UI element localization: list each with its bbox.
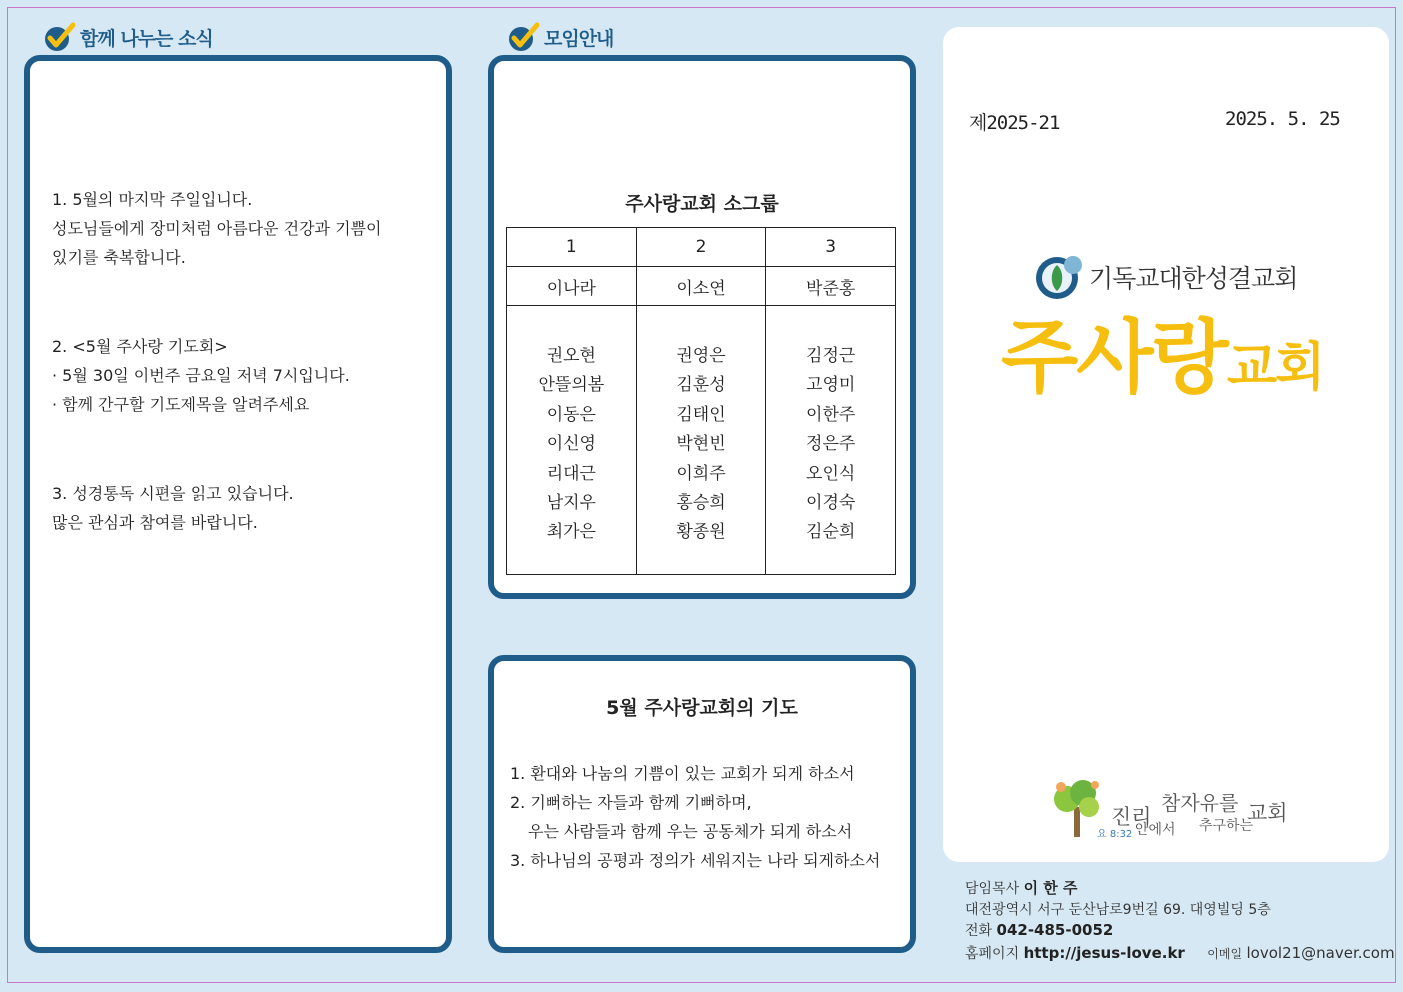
denomination-name: 기독교대한성결교회 xyxy=(1089,264,1298,293)
news-item-1 xyxy=(52,185,381,272)
member: 남지우 xyxy=(546,493,596,514)
group-number: 2 xyxy=(636,228,766,267)
prayer-line: 1. 환대와 나눔의 기쁨이 있는 교회가 되게 하소서 xyxy=(510,764,855,783)
group-number: 3 xyxy=(766,228,896,267)
member: 리대근 xyxy=(546,463,596,484)
motto-word: 참자유를 xyxy=(1161,791,1239,815)
news-line: · 5월 30일 이번주 금요일 저녁 7시입니다. xyxy=(52,366,350,385)
member: 김훈성 xyxy=(676,375,726,396)
prayer-panel xyxy=(488,655,916,953)
member: 이동은 xyxy=(546,404,596,425)
meeting-section-header xyxy=(506,22,613,52)
issue-number: 제2025-21 xyxy=(969,112,1060,134)
member: 이한주 xyxy=(806,404,856,425)
member: 박현빈 xyxy=(676,434,726,455)
group-members-1 xyxy=(507,306,637,575)
member: 이경숙 xyxy=(806,493,856,514)
address: 대전광역시 서구 둔산남로9번길 69. 대영빌딩 5층 xyxy=(965,902,1271,918)
member: 김정근 xyxy=(806,346,856,366)
motto xyxy=(1051,783,1311,843)
member: 오인식 xyxy=(806,463,856,484)
news-item-2 xyxy=(52,332,350,419)
small-group-title: 주사랑교회 소그룹 xyxy=(625,193,779,215)
member: 권영은 xyxy=(676,346,726,366)
news-line: 2. <5월 주사랑 기도회> xyxy=(52,337,228,356)
group-leader: 이나라 xyxy=(507,267,637,306)
pastor-label: 담임목사 xyxy=(965,881,1020,897)
member: 이신영 xyxy=(546,434,596,455)
contact-line xyxy=(965,943,1395,963)
member: 고영미 xyxy=(806,375,856,396)
group-number: 1 xyxy=(507,228,637,267)
phone-number: 042-485-0052 xyxy=(996,921,1114,939)
church-name-main: 주사랑 xyxy=(1001,311,1227,404)
news-line: 많은 관심과 참여를 바랍니다. xyxy=(52,513,258,532)
church-name-suffix: 교회 xyxy=(1226,338,1324,398)
member: 정은주 xyxy=(806,434,856,455)
member: 이희주 xyxy=(676,463,726,484)
news-line: · 함께 간구할 기도제목을 알려주세요 xyxy=(52,395,310,414)
email-label: 이메일 xyxy=(1207,947,1243,961)
checkmark-icon xyxy=(42,22,76,52)
group-members-row xyxy=(507,306,896,575)
group-members-2 xyxy=(636,306,766,575)
member: 황종원 xyxy=(676,522,726,543)
motto-word: 안에서 xyxy=(1135,822,1176,838)
prayer-list xyxy=(510,759,880,875)
motto-reference: 요 8:32 xyxy=(1097,829,1133,840)
member: 김태인 xyxy=(676,404,726,425)
news-section-title: 함께 나누는 소식 xyxy=(80,27,213,50)
phone-label: 전화 xyxy=(965,923,993,939)
group-leader: 박준홍 xyxy=(766,267,896,306)
checkmark-icon xyxy=(506,22,540,52)
prayer-title: 5월 주사랑교회의 기도 xyxy=(606,697,798,719)
prayer-line: 3. 하나님의 공평과 정의가 세워지는 나라 되게하소서 xyxy=(510,851,881,870)
group-number-row xyxy=(507,228,896,267)
member: 최가은 xyxy=(546,522,596,543)
group-leader: 이소연 xyxy=(636,267,766,306)
member: 김순희 xyxy=(806,522,856,543)
pastor-line xyxy=(965,877,1077,898)
motto-word: 교회 xyxy=(1247,801,1288,825)
group-leader-row xyxy=(507,267,896,306)
news-section-header xyxy=(42,22,213,52)
news-line: 1. 5월의 마지막 주일입니다. xyxy=(52,190,253,209)
member: 안뜰의봄 xyxy=(538,375,605,396)
news-panel xyxy=(24,55,452,953)
news-item-3 xyxy=(52,479,294,537)
small-group-table xyxy=(506,227,896,575)
prayer-line: 우는 사람들과 함께 우는 공동체가 되게 하소서 xyxy=(528,822,853,841)
member: 홍승희 xyxy=(676,493,726,514)
pastor-name: 이 한 주 xyxy=(1023,879,1078,897)
issue-date: 2025. 5. 25 xyxy=(1225,108,1340,130)
homepage-label: 홈페이지 xyxy=(965,946,1020,962)
small-group-panel xyxy=(488,55,916,599)
phone-line xyxy=(965,920,1113,940)
cover-panel xyxy=(943,27,1389,862)
email-link[interactable]: lovol21@naver.com xyxy=(1246,944,1395,962)
member: 권오현 xyxy=(546,346,596,366)
meeting-section-title: 모임안내 xyxy=(544,27,614,50)
motto-word: 추구하는 xyxy=(1199,818,1254,834)
prayer-line: 2. 기뻐하는 자들과 함께 기뻐하며, xyxy=(510,793,752,812)
homepage-link[interactable]: http://jesus-love.kr xyxy=(1023,944,1185,962)
motto-word: 진리 xyxy=(1111,805,1152,829)
news-line: 3. 성경통독 시편을 읽고 있습니다. xyxy=(52,484,294,503)
news-line: 있기를 축복합니다. xyxy=(52,248,186,267)
church-name-logo xyxy=(1001,293,1323,408)
news-line: 성도님들에게 장미처럼 아름다운 건강과 기쁨이 xyxy=(52,219,382,238)
group-members-3 xyxy=(766,306,896,575)
